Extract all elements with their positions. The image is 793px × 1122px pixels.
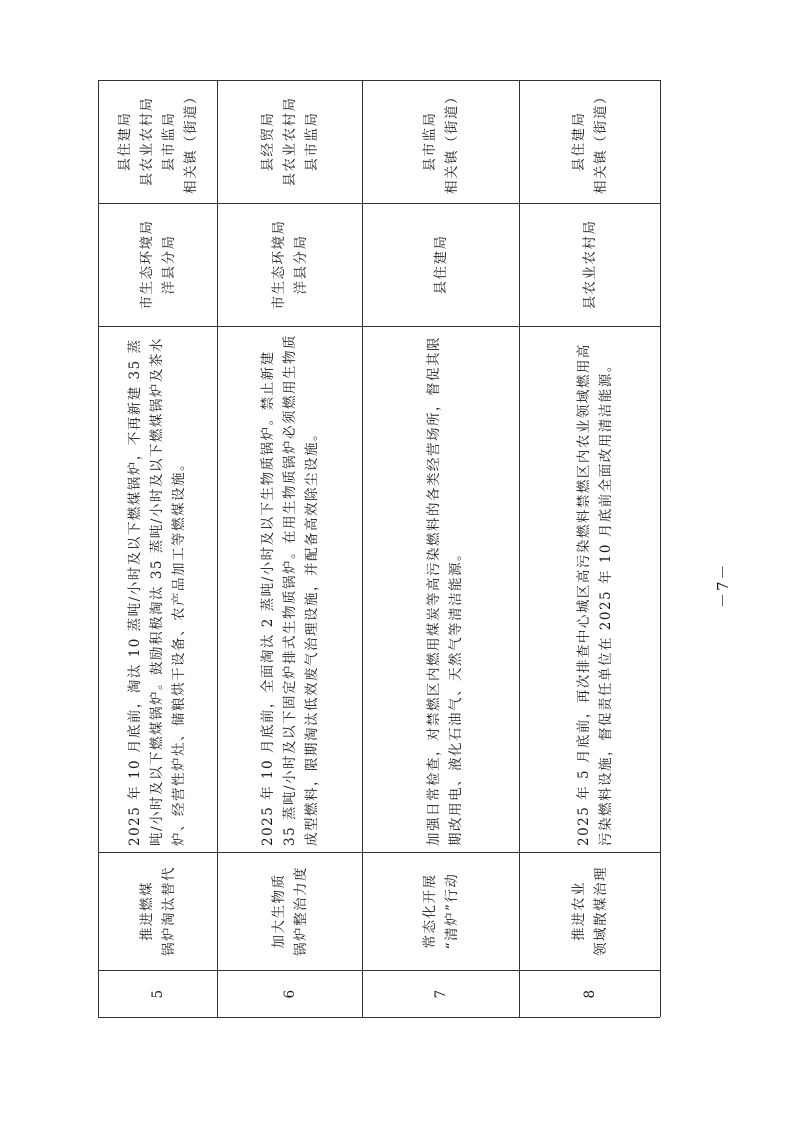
task-measure: 加强日常检查，对禁燃区内燃用煤炭等高污染燃料的各类经营场所，督促其限期改用电、液化石油气、天然气等清洁能源。 <box>426 336 464 846</box>
cooperating-units: 县经贸局 县农业农村局 县市监局 <box>259 96 320 187</box>
task-name: 推进农业 领域散煤治理 <box>570 866 609 956</box>
task-measure: 2025 年 5 月底前，再次排查中心城区高污染燃料禁燃区内农业领域燃用高污染燃料设施，督促责任单位在 2025 年 10 月底前全面改用清洁能源。 <box>576 343 614 846</box>
cooperating-units: 县住建局 县农业农村局 县市监局 相关镇（街道） <box>116 89 199 194</box>
row-number: 5 <box>149 988 166 999</box>
task-measure: 2025 年 10 月底前，淘汰 10 蒸吨/小时及以下燃煤锅炉，不再新建 35 蒸吨/小时及以下燃煤锅炉。鼓励积极淘汰 35 蒸吨/小时及以下燃煤锅炉及茶水炉、经营性炉灶、储粮烘干设备、农产品加工等燃煤设施。 <box>127 337 187 846</box>
task-name: 常态化开展 “清炉”行动 <box>421 872 460 950</box>
lead-unit: 县农业农村局 <box>581 219 598 310</box>
row-number: 7 <box>432 988 449 999</box>
task-name: 加大生物质 锅炉整治力度 <box>270 866 309 956</box>
page-number-text: －7－ <box>714 562 732 608</box>
grid-line <box>660 80 661 1017</box>
lead-unit: 市生态环境局 洋县分局 <box>270 219 309 310</box>
page-number <box>712 562 752 608</box>
row-number: 6 <box>281 988 298 999</box>
task-name: 推进燃煤 锅炉淘汰替代 <box>138 866 177 956</box>
task-measure: 2025 年 10 月底前，全面淘汰 2 蒸吨/小时及以下生物质锅炉。禁止新建 35 蒸吨/小时及以下固定炉排式生物质锅炉。在用生物质锅炉必须燃用生物质成型燃料，限期淘汰低效废气治理设施，并配备高效除尘设施。 <box>260 333 320 846</box>
grid-line <box>98 1017 660 1018</box>
row-number: 8 <box>581 988 598 999</box>
cooperating-units: 县市监局 相关镇（街道） <box>421 89 460 194</box>
lead-unit: 市生态环境局 洋县分局 <box>138 219 177 310</box>
lead-unit: 县住建局 <box>432 234 449 295</box>
cooperating-units: 县住建局 相关镇（街道） <box>570 89 609 194</box>
